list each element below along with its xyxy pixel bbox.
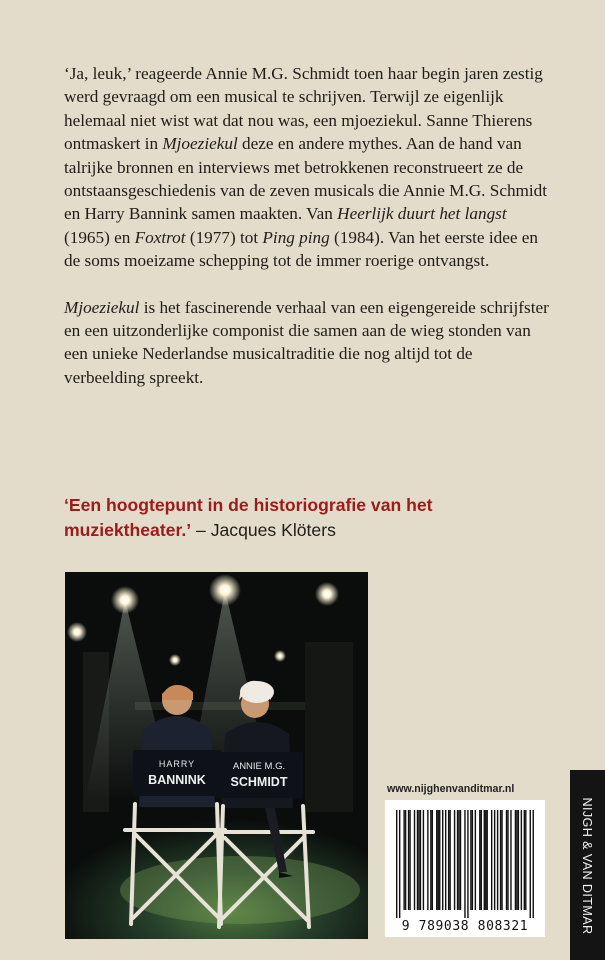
blurb-paragraph-2 bbox=[64, 296, 554, 390]
barcode-bar bbox=[518, 810, 519, 910]
barcode-bar bbox=[491, 810, 492, 910]
barcode-bar bbox=[445, 810, 446, 910]
barcode-bar bbox=[432, 810, 433, 910]
barcode-bar bbox=[481, 810, 482, 910]
barcode-bar bbox=[472, 810, 473, 910]
barcode-bars bbox=[396, 810, 534, 918]
chair-right-label-1: ANNIE M.G. bbox=[232, 761, 286, 772]
barcode-bar bbox=[448, 810, 449, 910]
barcode-bar bbox=[475, 810, 476, 910]
barcode-bar bbox=[464, 810, 465, 918]
barcode-bar bbox=[457, 810, 458, 910]
barcode-bar bbox=[521, 810, 522, 910]
barcode-bar bbox=[418, 810, 419, 910]
barcode-bar bbox=[403, 810, 404, 910]
blurb-text: (1965) en bbox=[64, 227, 135, 247]
blurb-paragraph-1 bbox=[64, 62, 554, 273]
barcode-bar bbox=[507, 810, 508, 910]
barcode-bar bbox=[430, 810, 431, 910]
blurb-text: (1977) tot bbox=[185, 227, 263, 247]
barcode-bar bbox=[399, 810, 400, 918]
blurb-text: deze en andere mythes. Aan de hand van talrijke bronnen en interviews met betrokkenen reconstrueert ze de ontstaansgeschiedenis van de zeven musicals die Annie M.G. Schmidt en Harry Bannink samen maakten. Van bbox=[64, 134, 548, 224]
barcode-bar bbox=[414, 810, 415, 910]
barcode-bar bbox=[500, 810, 501, 910]
spine-strip bbox=[570, 770, 605, 960]
barcode-bar bbox=[460, 810, 461, 910]
barcode-bar bbox=[470, 810, 471, 910]
quote-author: Jacques Klöters bbox=[210, 520, 336, 540]
back-cover-blurb bbox=[64, 62, 554, 412]
quote-dash: – bbox=[191, 520, 211, 540]
barcode-bar bbox=[438, 810, 439, 910]
spine-publisher: NIJGH & VAN DITMAR bbox=[580, 797, 594, 935]
stage-photo bbox=[65, 572, 368, 939]
barcode-bar bbox=[497, 810, 498, 910]
barcode-bar bbox=[436, 810, 437, 910]
isbn-number: 9 789038 808321 bbox=[401, 919, 529, 934]
blurb-text: is het fascinerende verhaal van een eigengereide schrijfster en een uitzonderlijke componist die samen aan de wieg stonden van een unieke Nederlandse musicaltraditie die nog altijd tot de verbeelding spreekt. bbox=[64, 297, 549, 387]
barcode-bar bbox=[458, 810, 459, 910]
barcode-bar bbox=[423, 810, 424, 910]
barcode-bar bbox=[487, 810, 488, 910]
barcode-bar bbox=[427, 810, 428, 910]
barcode-bar bbox=[442, 810, 443, 910]
italic-title: Ping ping bbox=[262, 227, 330, 247]
barcode-bar bbox=[506, 810, 507, 910]
chair-right-label-2: SCHMIDT bbox=[230, 775, 288, 789]
publisher-url[interactable]: www.nijghenvanditmar.nl bbox=[387, 783, 515, 795]
quote-text: ‘Een hoogtepunt in de historiografie van het muziektheater.’ bbox=[64, 495, 433, 540]
barcode-bar bbox=[420, 810, 421, 910]
blurb-text: ‘Ja, leuk,’ reageerde Annie M.G. Schmidt toen haar begin jaren zestig werd gevraagd om een musical te schrijven. Terwijl ze eigenlijk helemaal niet wist wat dat nou was, een mjoeziekul. Sanne Thierens ontmaskert in bbox=[64, 64, 543, 154]
barcode-bar bbox=[479, 810, 480, 910]
barcode-bar bbox=[439, 810, 440, 910]
italic-title: Mjoeziekul bbox=[64, 297, 140, 317]
chair-left-label-2: BANNINK bbox=[148, 773, 206, 787]
barcode-bar bbox=[484, 810, 485, 910]
isbn-barcode bbox=[385, 800, 545, 937]
barcode-bar bbox=[525, 810, 526, 910]
italic-title: Foxtrot bbox=[134, 227, 186, 247]
chair-left-label-1: HARRY bbox=[158, 759, 196, 769]
review-quote bbox=[64, 493, 564, 543]
barcode-bar bbox=[454, 810, 455, 910]
barcode-bar bbox=[533, 810, 534, 918]
barcode-bar bbox=[515, 810, 516, 910]
barcode-bar bbox=[417, 810, 418, 910]
barcode-bar bbox=[530, 810, 531, 918]
blurb-text: (1984). Van het eerste idee en de soms moeizame schepping tot de immer roerige ontvangst. bbox=[64, 227, 538, 271]
barcode-bar bbox=[409, 810, 410, 910]
barcode-bar bbox=[467, 810, 468, 918]
barcode-bar bbox=[510, 810, 511, 910]
italic-title: Mjoeziekul bbox=[162, 134, 238, 154]
barcode-bar bbox=[405, 810, 406, 910]
italic-title: Heerlijk duurt het langst bbox=[337, 204, 507, 224]
barcode-bar bbox=[396, 810, 397, 918]
barcode-bar bbox=[494, 810, 495, 910]
barcode-bar bbox=[408, 810, 409, 910]
stage-photo-illustration bbox=[65, 572, 368, 939]
barcode-bar bbox=[501, 810, 502, 910]
barcode-bar bbox=[524, 810, 525, 910]
barcode-bar bbox=[449, 810, 450, 910]
barcode-bar bbox=[516, 810, 517, 910]
barcode-bar bbox=[485, 810, 486, 910]
